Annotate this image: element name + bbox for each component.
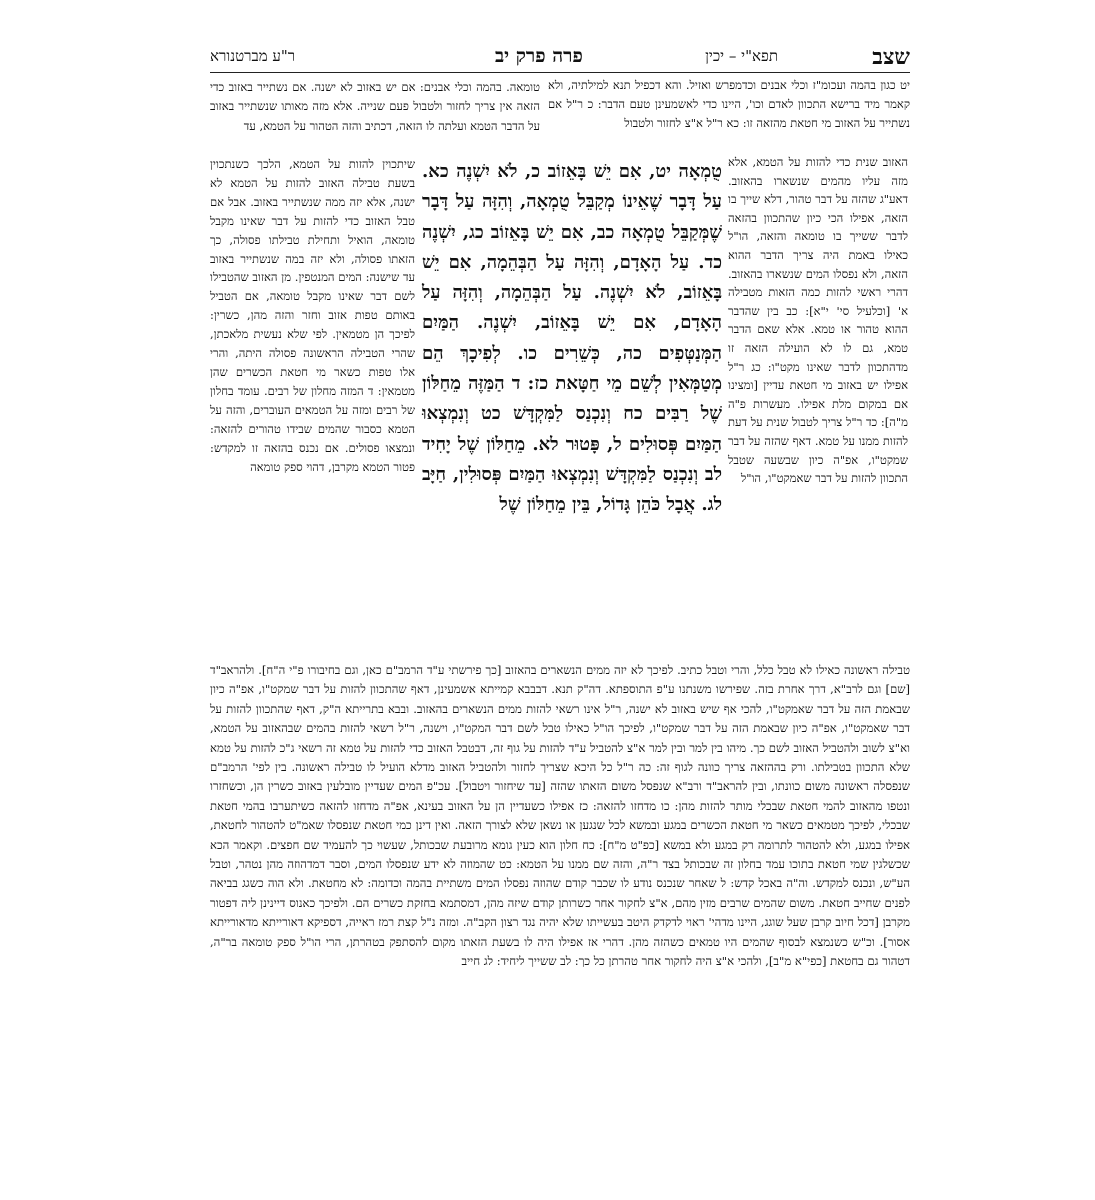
page-number: שצב — [872, 44, 910, 70]
bartenura-commentary-top — [210, 78, 540, 136]
mishnah-main-text — [422, 157, 722, 521]
bartenura-commentary-side — [210, 155, 415, 476]
tiferet-commentary-top — [548, 76, 910, 133]
page-header — [210, 44, 910, 70]
tiferet-commentary-side-text: האזוב שנית כדי להזות על הטמא, אלא מזה עליו מהמים שנשארו בהאזוב. דאע"ג שהזה על דבר טהור, דלא שייך בו הזאה, אפילו הכי כיון שהתכוון בהזאה לדבר ששייך בו טומאה והזאה, הו"ל כאילו באמת היה צריך הדבר ההוא הזאה, ולא נפסלו המים שנשארו בהאזוב. דהרי ראשי להזות כמה הזאות מטבילה א' [וכלעיל סי' י"א]: כב בין שהדבר ההוא טהור או טמא. אלא שאם הדבר טמא, גם לו לא הועילה הזאה זו מדהתכוון לדבר שאינו מקט"ו: כג ר"ל אפילו יש באזוב מי חטאת עדיין [ומצינו אם במקום מלת אפילו. מעשרות פ"ה מ"ה]: כד ר"ל צריך לטבול שנית על דעת להזות ממנו על טמא. דאף שהזה על דבר שמקט"ו, אפ"ה כיון שבשעה שטבל התכוון להזות על דבר שאמקט"ו, הו"ל — [728, 155, 908, 486]
tiferet-commentary-bottom — [210, 661, 910, 972]
tiferet-yisrael-label: תפא"י – יכין — [705, 47, 778, 65]
header-rule — [210, 72, 910, 73]
bartenura-commentary-side-text: שיתכוין להזות על הטמא, הלכך כשנתכוין בשעת טבילה האזוב להזות על הטמא לא ישנה, אלא יזה ממה שנשתייר באזוב. אבל אם טבל האזוב כדי להזות על דבר שאינו מקבל טומאה, הואיל ותחילת טבילתו פסולה, כך הזאתו פסולה, ולא יזה במה שנשתייר באזוב עד שישנה: המים המנטפין. מן האזוב שהטבילו לשם דבר שאינו מקבל טומאה, אם הטביל באותם טפות אזוב וחזר והזה מהן, כשרין: לפיכך הן מטמאין. לפי שלא נעשית מלאכתן, שהרי הטבילה הראשונה פסולה היתה, והרי אלו טפות כשאר מי חטאת הכשרים שהן מטמאין: ד המזה מחלון של רבים. עומד בחלון של רבים ומזה על הטמאים העוברים, והזה על הטמא כסבור שהמים שבידו טהורים להזאה: ונמצאו פסולים. אם נכנס בהזאה זו למקדש: פטור הטמא מקרבן, דהוי ספק טומאה — [210, 157, 415, 474]
bartenura-commentary-top-text: טומאה. בהמה וכלי אבנים: אם יש באזוב לא ישנה. אם נשתייר באזוב כדי הזאה אין צריך לחזור ולטבול פעם שנייה. אלא מזה מאותו שנשתייר באזוב על הדבר הטמא ועלתה לו הזאה, דכתיב והזה הטהור על הטמא, עד — [210, 80, 540, 133]
chapter-title: פרה פרק יב — [495, 45, 583, 67]
tiferet-commentary-bottom-text: טבילה ראשונה כאילו לא טבל כלל, והרי וטבל כתיב. לפיכך לא יזה ממים הנשארים בהאזוב [כך פירשתי ע"ד הרמב"ם כאן, וגם בחיבורו פ"י ה"ח]. ולהראב"ד [שם] וגם לרב"א, דרך אחרת בזה. שפירשו משנתנו ע"פ התוספתא. דה"ק תנא. דבבבא קמייתא אשמעינן, דאף שהתכוון להזות על דבר שמקט"ו, אפ"ה כיון שבאמת הזה על דבר שאמקט"ו, להכי אף שיש באזוב לא ישנה, ר"ל אינו רשאי להזות ממים הנשארים בהאזוב. ובבא בתרייתא ה"ק, דאף שהתכוון להזות על דבר שאמקט"ו, אפ"ה כיון שבאמת הזה על דבר שמקט"ו, לפיכך הו"ל כאילו טבל לשם דבר המקט"ו, וישנה, ר"ל רשאי להזות בהמים שבהאזוב על הטמא, וא"צ לשוב ולהטביל האזוב לשם כך. מיהו בין למר ובין למר א"צ להטביל ע"ד להזות על גוף זה, דבטבל האזוב כדי להזות על טמא זה רשאי ג"כ להזות על טמא שלא התכוון בטבילתו. ורק בההזאה צריך כוונה לגוף זה: כה ר"ל כל היכא שצריך לחזור ולהטביל האזוב מדלא הועיל לו טבילה ראשונה. בין לפי' הרמב"ם שנפסלה ראשונה משום כוונתו, ובין להראב"ד ורב"א שנפסל משום הזאתו שהזה [עד שיחזור ויטבול]. עכ"פ המים שעדיין מובלעין באזוב כשרין הן, וכשחזרו ונטפו מהאזוב להמי חטאת שבכלי מותר להזות מהן: כו מדחזו להזאה: כז אפילו כשעדיין הן על האזוב בעינא, אפ"ה מדחזו להזאה כשיתערבו בהמי חטאת שבכלי, לפיכך מטמאים כשאר מי חטאת הכשרים במגע ובמשא לכל שנגען או נשאן שלא לצורך הזאה. ואין דינן כמי חטאת שנפסלו שאמ"ט להטהור לחטאת, אפילו במגע, ולא להטהור לתרומה רק במגע ולא במשא [כפ"ט מ"ח]: כח חלון הוא כעין גומא מרובעת שבכותל, שעשוי כך להעמיד שם חפצים. וקאמר הכא שכשלגין שמי חטאת בתוכו עמד בחלון זה שבכותל בצד ר"ה, והזה שם ממנו על הטמא: כט שהמוזה לא ידע שנפסלו המים, וסבר דמדהוזה מהן נטהר, וטבל הע"ש, ונכנס למקדש. וה"ה באכל קדש: ל שאחר שנכנס נודע לו שכבר קודם שהוזה נפסלו המים משתיית בהמה וכדומה: לא מחטאת. ולא הוה כשגג בביאה לפנים שחייב חטאת. משום שהמים שרבים מזין מהם, א"צ לחקור אחר כשרותן קודם שיזה מהן, דמסתמא בחזקת כשרים הם. ולפיכך כאנוס דיינינן ליה דפטור מקרבן [דכל חיוב קרבן שעל שוגג, היינו מדהי' ראוי לדקדק היטב בעשייתו שלא יהיה נגד רצון הקב"ה. ומזה נ"ל קצת רמז ראייה, דספיקא דאורייתא מדאורייתא אסור]. וכ"ש כשנמצא לבסוף שהמים היו טמאים כשהזה מהן. דהרי אז אפילו היה לו בשעת הזאתו מקום להסתפק בטהרתן, הרי הו"ל ספק טומאה בר"ה, דטהור גם בחטאת [כפי"א מ"ב], ולהכי א"צ היה לחקור אחר טהרתן כל כך: לב ששייך ליחיד: לג חייב — [210, 663, 911, 969]
mishnah-text: טֻמְאָה יט, אִם יֵשׁ בָּאֵזוֹב כ, לֹא יִשְׁנֶה כא. עַל דָּבָר שֶׁאֵינוֹ מְקַבֵּל טֻמְאָה, וְהִזָּה עַל דָּבָר שֶׁמְּקַבֵּל טֻמְאָה כב, אִם יֵשׁ בָּאֵזוֹב כג, יִשְׁנֶה כד. עַל הָאָדָם, וְהִזָּה עַל הַבְּהֵמָה, אִם יֵשׁ בָּאֵזוֹב, לֹא יִשְׁנֶה. עַל הַבְּהֵמָה, וְהִזָּה עַל הָאָדָם, אִם יֵשׁ בָּאֵזוֹב, יִשְׁנֶה. הַמַּיִם הַמְּנַטְּפִים כה, כְּשֵׁרִים כו. לְפִיכָךְ הֵם מְטַמְּאִין לְשֵׁם מֵי חַטָּאת כז: ד הַמַּזֶּה מֵחַלּוֹן שֶׁל רַבִּים כח וְנִכְנַס לַמִּקְדָּשׁ כט וְנִמְצְאוּ הַמַּיִם פְּסוּלִים ל, פָּטוּר לא. מֵחַלּוֹן שֶׁל יָחִיד לב וְנִכְנַס לַמִּקְדָּשׁ וְנִמְצְאוּ הַמַּיִם פְּסוּלִין, חַיָּב לג. אֲבָל כֹּהֵן גָּדוֹל, בֵּין מֵחַלּוֹן שֶׁל — [422, 161, 722, 516]
bartenura-label: ר"ע מברטנורא — [210, 47, 296, 65]
tiferet-commentary-side — [728, 153, 908, 488]
tiferet-commentary-top-text: יט כגון בהמה ועכומ"ז וכלי אבנים וכדמפרש ואזיל. והא דכפיל תנא למילתיה, ולא קאמר מיד ברישא התכוון לאדם וכו', היינו כדי לאשמעינן טעם הדבר: כ ר"ל אם נשתייר על האזוב מי חטאת מהזאה זו: כא ר"ל א"צ לחזור ולטבול — [548, 78, 910, 130]
